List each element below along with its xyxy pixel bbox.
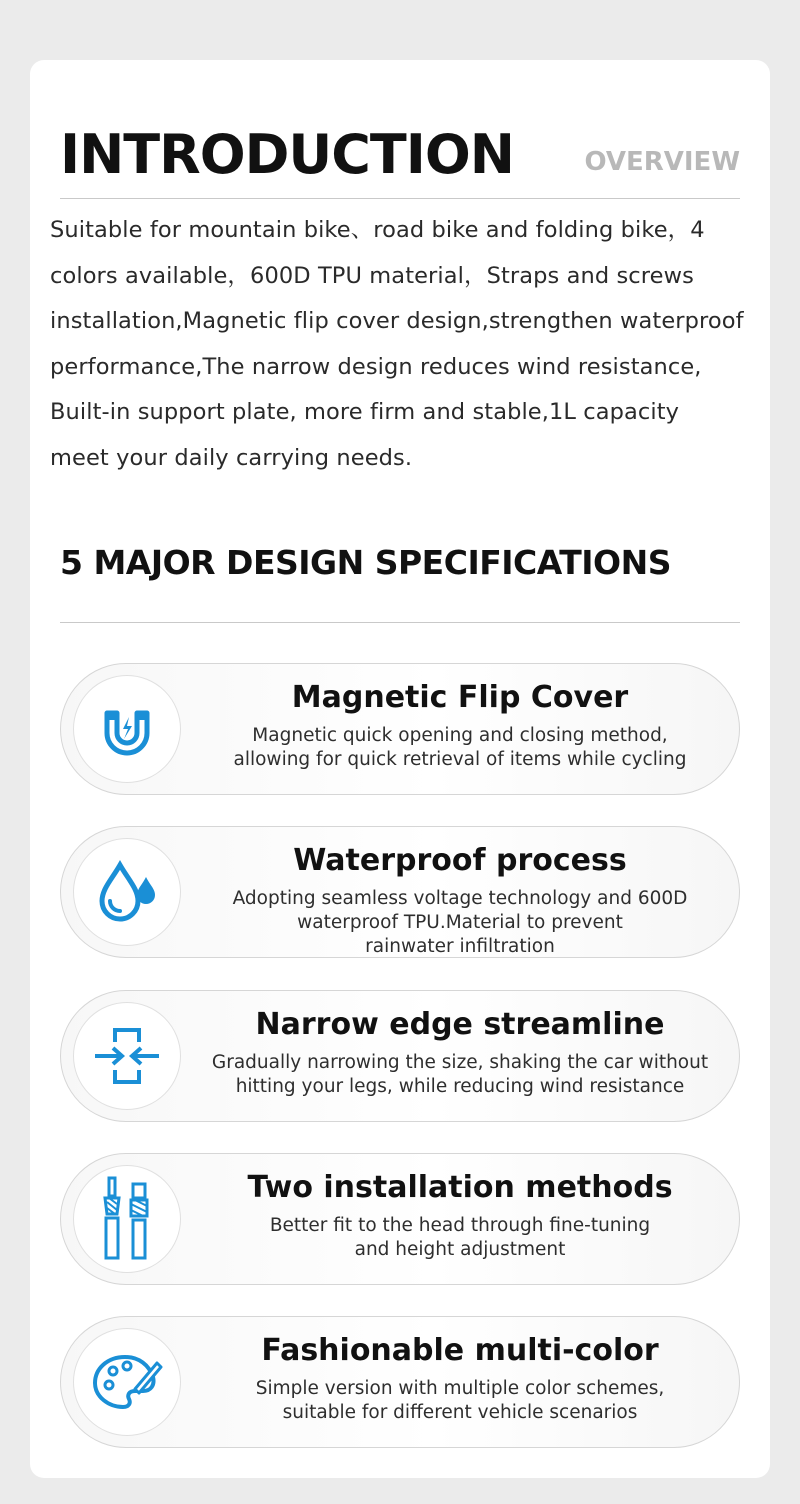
narrow-arrows-icon — [91, 1020, 163, 1092]
icon-badge — [73, 1165, 181, 1273]
feature-description: Magnetic quick opening and closing method, allowing for quick retrieval of items while cycling — [233, 725, 687, 770]
feature-description: Better fit to the head through fine-tuning and height adjustment — [269, 1215, 651, 1260]
feature-description: Gradually narrowing the size, shaking the car without hitting your legs, while reducing wind resistance — [211, 1052, 709, 1097]
feature-waterproof-process — [60, 826, 740, 958]
icon-badge — [73, 838, 181, 946]
feature-fashionable-multi-color — [60, 1316, 740, 1448]
feature-title: Two installation methods — [247, 1170, 673, 1205]
specs-heading: 5 MAJOR DESIGN SPECIFICATIONS — [60, 543, 671, 582]
feature-magnetic-flip-cover — [60, 663, 740, 795]
strap-screw-icon — [95, 1174, 159, 1264]
icon-badge — [73, 675, 181, 783]
feature-description: Simple version with multiple color schemes, suitable for different vehicle scenarios — [255, 1378, 665, 1423]
feature-title: Fashionable multi-color — [261, 1333, 659, 1368]
section-label: OVERVIEW — [584, 147, 740, 177]
page-title: INTRODUCTION — [60, 123, 514, 186]
magnet-icon — [97, 699, 157, 759]
icon-badge — [73, 1002, 181, 1110]
title-divider — [60, 198, 740, 199]
intro-paragraph: Suitable for mountain bike、road bike and folding bike，4 colors available，600D TPU material，Straps and screws installation,Magnetic flip cover design,strengthen waterproof performance,The narrow design reduces wind resistance, Built-in support plate, more firm and stable,1L capacity meet your daily carrying needs. — [50, 217, 744, 471]
feature-title: Waterproof process — [293, 843, 627, 878]
specs-divider — [60, 622, 740, 623]
water-drop-icon — [94, 859, 160, 925]
palette-icon — [91, 1351, 163, 1413]
feature-description: Adopting seamless voltage technology and 600D waterproof TPU.Material to prevent rainwater infiltration — [232, 888, 688, 957]
feature-narrow-edge-streamline — [60, 990, 740, 1122]
feature-two-installation-methods — [60, 1153, 740, 1285]
feature-title: Magnetic Flip Cover — [291, 680, 629, 715]
feature-title: Narrow edge streamline — [255, 1007, 665, 1042]
icon-badge — [73, 1328, 181, 1436]
